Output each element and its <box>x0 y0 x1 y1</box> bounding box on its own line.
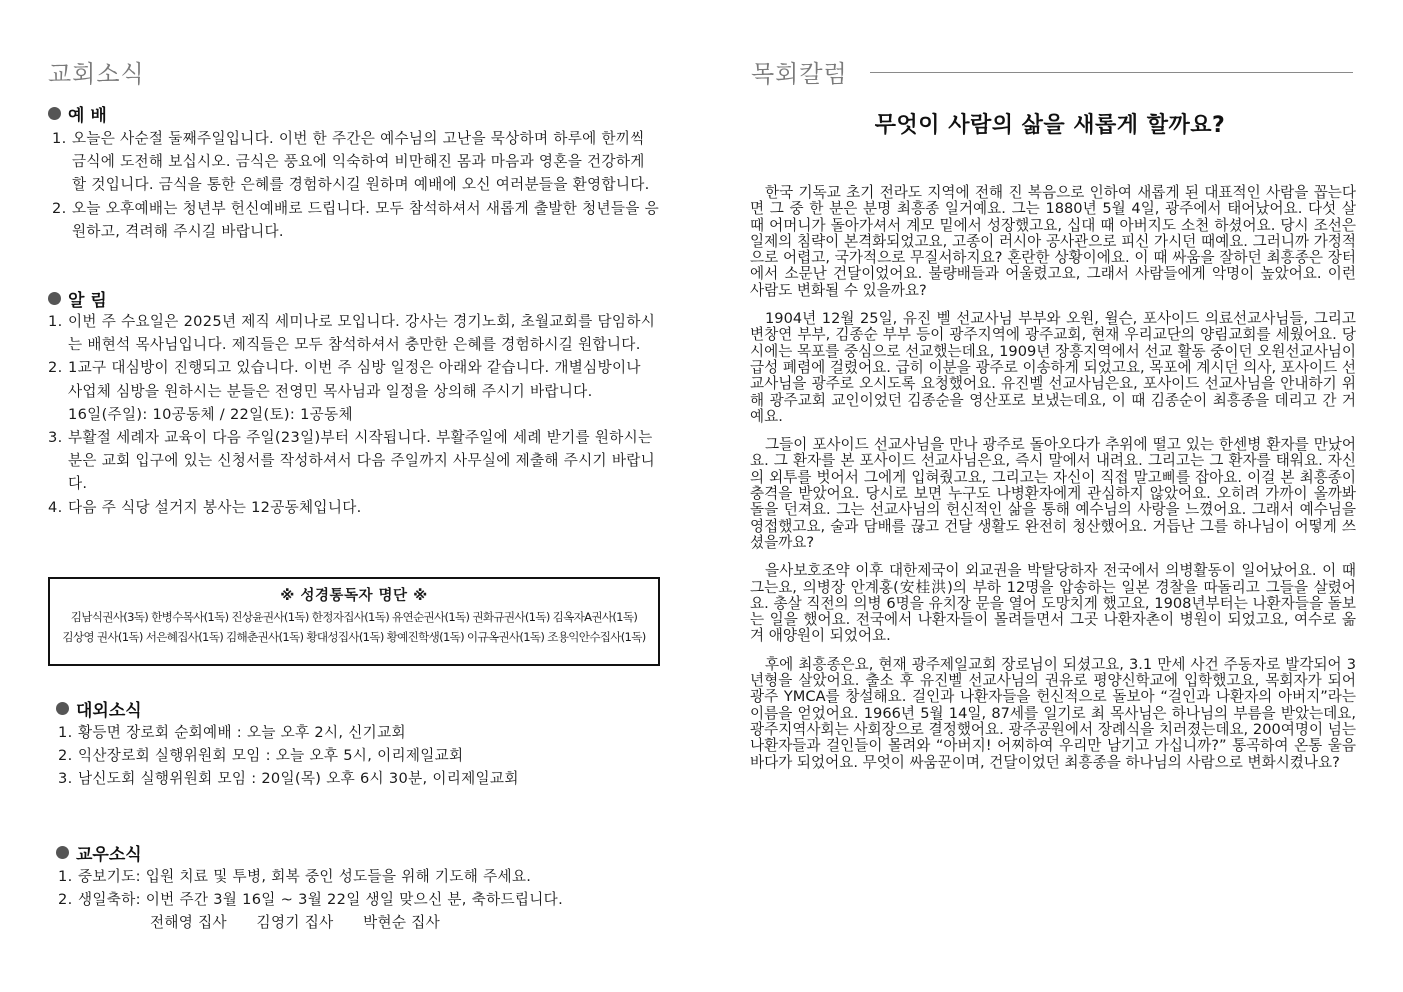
bullet-circle-icon <box>56 702 69 715</box>
item-number: 2. <box>52 199 67 217</box>
column-headline: 무엇이 사람의 삶을 새롭게 할까요? <box>874 113 1226 138</box>
article-paragraph: 그들이 포사이드 선교사님을 만나 광주로 돌아오다가 추위에 떨고 있는 한센병 환자를 만났어요. 그 환자를 본 포사이드 선교사님은요, 즉시 말에서 내려요. 그리고는 그 환자를 태워요. 자신의 외투를 벗어서 그에게 입혀줬고요, 그리고는 자신이 직접 말고삐를 잡아요. 이걸 본 최흥종이 충격을 받았어요. 당시로 보면 누구도 나병환자에게 관심하지 않았어요. 오히려 가까이 올까봐 돌을 던져요. 그는 선교사님의 헌신적인 삶을 통해 예수님의 사랑을 느꼈어요. 그래서 예수님을 영접했고요, 술과 담배를 끊고 건달 생활도 완전히 청산했어요. 거듭난 그를 하나님이 어떻게 쓰셨을까요? <box>750 436 1356 551</box>
list-item <box>48 426 660 496</box>
visit-schedule-line: 16일(주일): 10공동체 / 22일(토): 1공동체 <box>68 405 353 423</box>
bullet-circle-icon <box>48 292 61 305</box>
item-text: 다음 주 식당 설거지 봉사는 12공동체입니다. <box>68 498 362 516</box>
bible-readers-line: 김남식권사(3독) 한병수목사(1독) 진상윤권사(1독) 한정자집사(1독) 유연순권사(1독) 권화규권사(1독) 김옥자A권사(1독) <box>70 610 638 624</box>
worship-section <box>48 102 660 243</box>
members-news-section <box>56 841 656 935</box>
title-divider <box>870 72 1353 73</box>
members-news-heading <box>56 841 656 863</box>
list-item <box>48 496 660 519</box>
list-item <box>58 767 656 790</box>
list-item <box>48 356 660 402</box>
birthday-names: 전해영 집사 김영기 집사 박현순 집사 <box>150 914 441 932</box>
bullet-circle-icon <box>56 846 69 859</box>
item-number: 2. <box>58 747 73 765</box>
list-item <box>48 310 660 356</box>
list-item <box>52 197 660 243</box>
members-news-heading-label: 교우소식 <box>76 844 142 865</box>
bullet-circle-icon <box>48 107 61 120</box>
external-news-section <box>56 697 656 791</box>
external-news-heading-label: 대외소식 <box>76 700 142 721</box>
bible-readers-title: ※ 성경통독자 명단 ※ <box>280 588 428 604</box>
article-paragraph: 후에 최흥종은요, 현재 광주제일교회 장로님이 되셨고요, 3.1 만세 사건 주동자로 발각되어 3년형을 살았어요. 출소 후 유진벨 선교사님의 권유로 평양신학교에 입학했고요, 목회자가 되어 광주 YMCA를 창설해요. 걸인과 나환자들을 헌신적으로 돌보아 “걸인과 나환자의 아버지”라는 이름을 얻었어요. 1966년 5월 14일, 87세를 일기로 최 목사님은 하나님의 부름을 받았는데요, 광주지역사회는 사회장으로 결정했어요. 광주공원에서 장례식을 치러졌는데요, 200여명이 넘는 나환자들과 걸인들이 몰려와 “아버지! 어찌하여 우리만 남기고 가십니까?” 통곡하여 온통 울음바다가 되었어요. 무엇이 싸움꾼이며, 건달이었던 최흥종을 하나님의 사람으로 변화시켰나요? <box>750 655 1356 771</box>
item-number: 1. <box>52 130 67 147</box>
item-text: 오늘은 사순절 둘째주일입니다. 이번 한 주간은 예수님의 고난을 묵상하며 하루에 한끼씩 금식에 도전해 보십시오. 금식은 풍요에 익숙하여 비만해진 몸과 마음과 영혼을 건강하게 할 것입니다. 금식을 통한 은혜를 경험하시길 원하며 예배에 오신 여러분들을 환영합니다. <box>72 130 650 194</box>
item-text: 남신도회 실행위원회 모임 : 20일(목) 오후 6시 30분, 이리제일교회 <box>78 770 519 788</box>
item-text: 오늘 오후예배는 청년부 헌신예배로 드립니다. 모두 참석하셔서 새롭게 출발한 청년들을 응원하고, 격려해 주시길 바랍니다. <box>72 199 660 240</box>
column-article <box>750 185 1356 783</box>
list-item <box>58 721 656 744</box>
item-number: 3. <box>48 429 63 447</box>
members-news-list <box>56 865 656 935</box>
item-text: 1교구 대심방이 진행되고 있습니다. 이번 주 심방 일정은 아래와 같습니다. 개별심방이나 사업체 심방을 원하시는 분들은 전영민 목사님과 일정을 상의해 주시기 바랍니다. <box>68 359 641 400</box>
item-number: 1. <box>48 313 63 330</box>
church-news-title: 교회소식 <box>48 60 145 88</box>
article-paragraph: 을사보호조약 이후 대한제국이 외교권을 박탈당하자 전국에서 의병활동이 일어났어요. 이 때 그는요, 의병장 안계홍(安桂洪)의 부하 12명을 압송하는 일본 경찰을 따돌리고 그들을 살렸어요. 총살 직전의 의병 6명을 유치장 문을 열어 도망치게 했고요, 1908년부터는 나환자들을 돌보는 일을 했어요. 전국에서 나환자들이 몰려들면서 그곳 나환자촌이 병원이 되었고요, 여수로 옮겨 애양원이 되었어요. <box>750 562 1356 645</box>
item-text: 익산장로회 실행위원회 모임 : 오늘 오후 5시, 이리제일교회 <box>78 747 464 765</box>
worship-heading-label: 예 배 <box>68 105 107 126</box>
notices-list <box>48 310 660 519</box>
pastor-column-title: 목회칼럼 <box>751 60 848 88</box>
church-news-page <box>0 0 700 992</box>
item-text: 황등면 장로회 순회예배 : 오늘 오후 2시, 신기교회 <box>78 724 406 741</box>
item-text: 이번 주 수요일은 2025년 제직 세미나로 모입니다. 강사는 경기노회, 초월교회를 담임하시는 배현석 목사님입니다. 제직들은 모두 참석하셔서 충만한 은혜를 경험하시길 원합니다. <box>68 313 656 354</box>
item-number: 4. <box>48 498 63 516</box>
bible-readers-line: 김상영 권사(1독) 서은혜집사(1독) 김해춘권사(1독) 황대성집사(1독) 황예진학생(1독) 이규옥권사(1독) 조용익안수집사(1독) <box>62 630 646 644</box>
notices-section <box>48 287 660 519</box>
item-number: 2. <box>48 359 63 377</box>
external-news-heading <box>56 697 656 719</box>
notices-heading-label: 알 림 <box>68 290 107 311</box>
item-number: 1. <box>58 868 73 885</box>
worship-heading <box>48 102 660 124</box>
item-number: 2. <box>58 891 73 909</box>
item-text: 부활절 세례자 교육이 다음 주일(23일)부터 시작됩니다. 부활주일에 세례 받기를 원하시는 분은 교회 입구에 있는 신청서를 작성하셔서 다음 주일까지 사무실에 제출해 주시기 바랍니다. <box>68 429 656 493</box>
list-item <box>58 888 656 911</box>
item-text: 생일축하: 이번 주간 3월 16일 ~ 3월 22일 생일 맞으신 분, 축하드립니다. <box>78 891 564 909</box>
external-news-list <box>56 721 656 791</box>
list-item <box>58 865 656 888</box>
bible-readers-box <box>48 577 660 666</box>
item-text: 중보기도: 입원 치료 및 투병, 회복 중인 성도들을 위해 기도해 주세요. <box>78 868 532 885</box>
pastor-column-page <box>700 0 1403 992</box>
list-item <box>58 744 656 767</box>
item-number: 1. <box>58 724 73 741</box>
article-paragraph: 1904년 12월 25일, 유진 벨 선교사님 부부와 오원, 윌슨, 포사이드 의료선교사님들, 그리고 변창연 부부, 김종순 부부 등이 광주지역에 광주교회, 현재 우리교단의 양림교회를 세웠어요. 당시에는 목포를 중심으로 선교했는데요, 1909년 장흥지역에서 선교 활동 중이던 오원선교사님이 급성 폐렴에 걸렸어요. 급히 이분을 광주로 이송하게 되었고요, 목포에 계시던 의사, 포사이드 선교사님을 광주로 오시도록 요청했어요. 유진벨 선교사님은요, 포사이드 선교사님을 안내하기 위해 광주교회 교인이었던 김종순을 영산포로 보냈는데요, 이 때 김종순이 최흥종을 데리고 간 거예요. <box>750 310 1356 425</box>
worship-list <box>48 127 660 243</box>
list-item <box>52 127 660 197</box>
article-paragraph: 한국 기독교 초기 전라도 지역에 전해 진 복음으로 인하여 새롭게 된 대표적인 사람을 꼽는다면 그 중 한 분은 분명 최흥종 일거예요. 그는 1880년 5월 4일, 광주에서 태어났어요. 다섯 살 때 어머니가 돌아가셔서 계모 밑에서 성장했고요, 십대 때 아버지도 소천 하셨어요. 당시 조선은 일제의 침략이 본격화되었고요, 고종이 러시아 공사관으로 피신 가시던 때예요. 그러니까 가정적으로 어렵고, 국가적으로 무질서하지요? 혼란한 상황이에요. 이 때 싸움을 잘하던 최흥종은 장터에서 소문난 건달이었어요. 불량배들과 어울렸고요, 그래서 사람들에게 악명이 높았어요. 이런 사람도 변화될 수 있을까요? <box>750 184 1356 299</box>
notices-heading <box>48 287 660 309</box>
item-number: 3. <box>58 770 73 788</box>
